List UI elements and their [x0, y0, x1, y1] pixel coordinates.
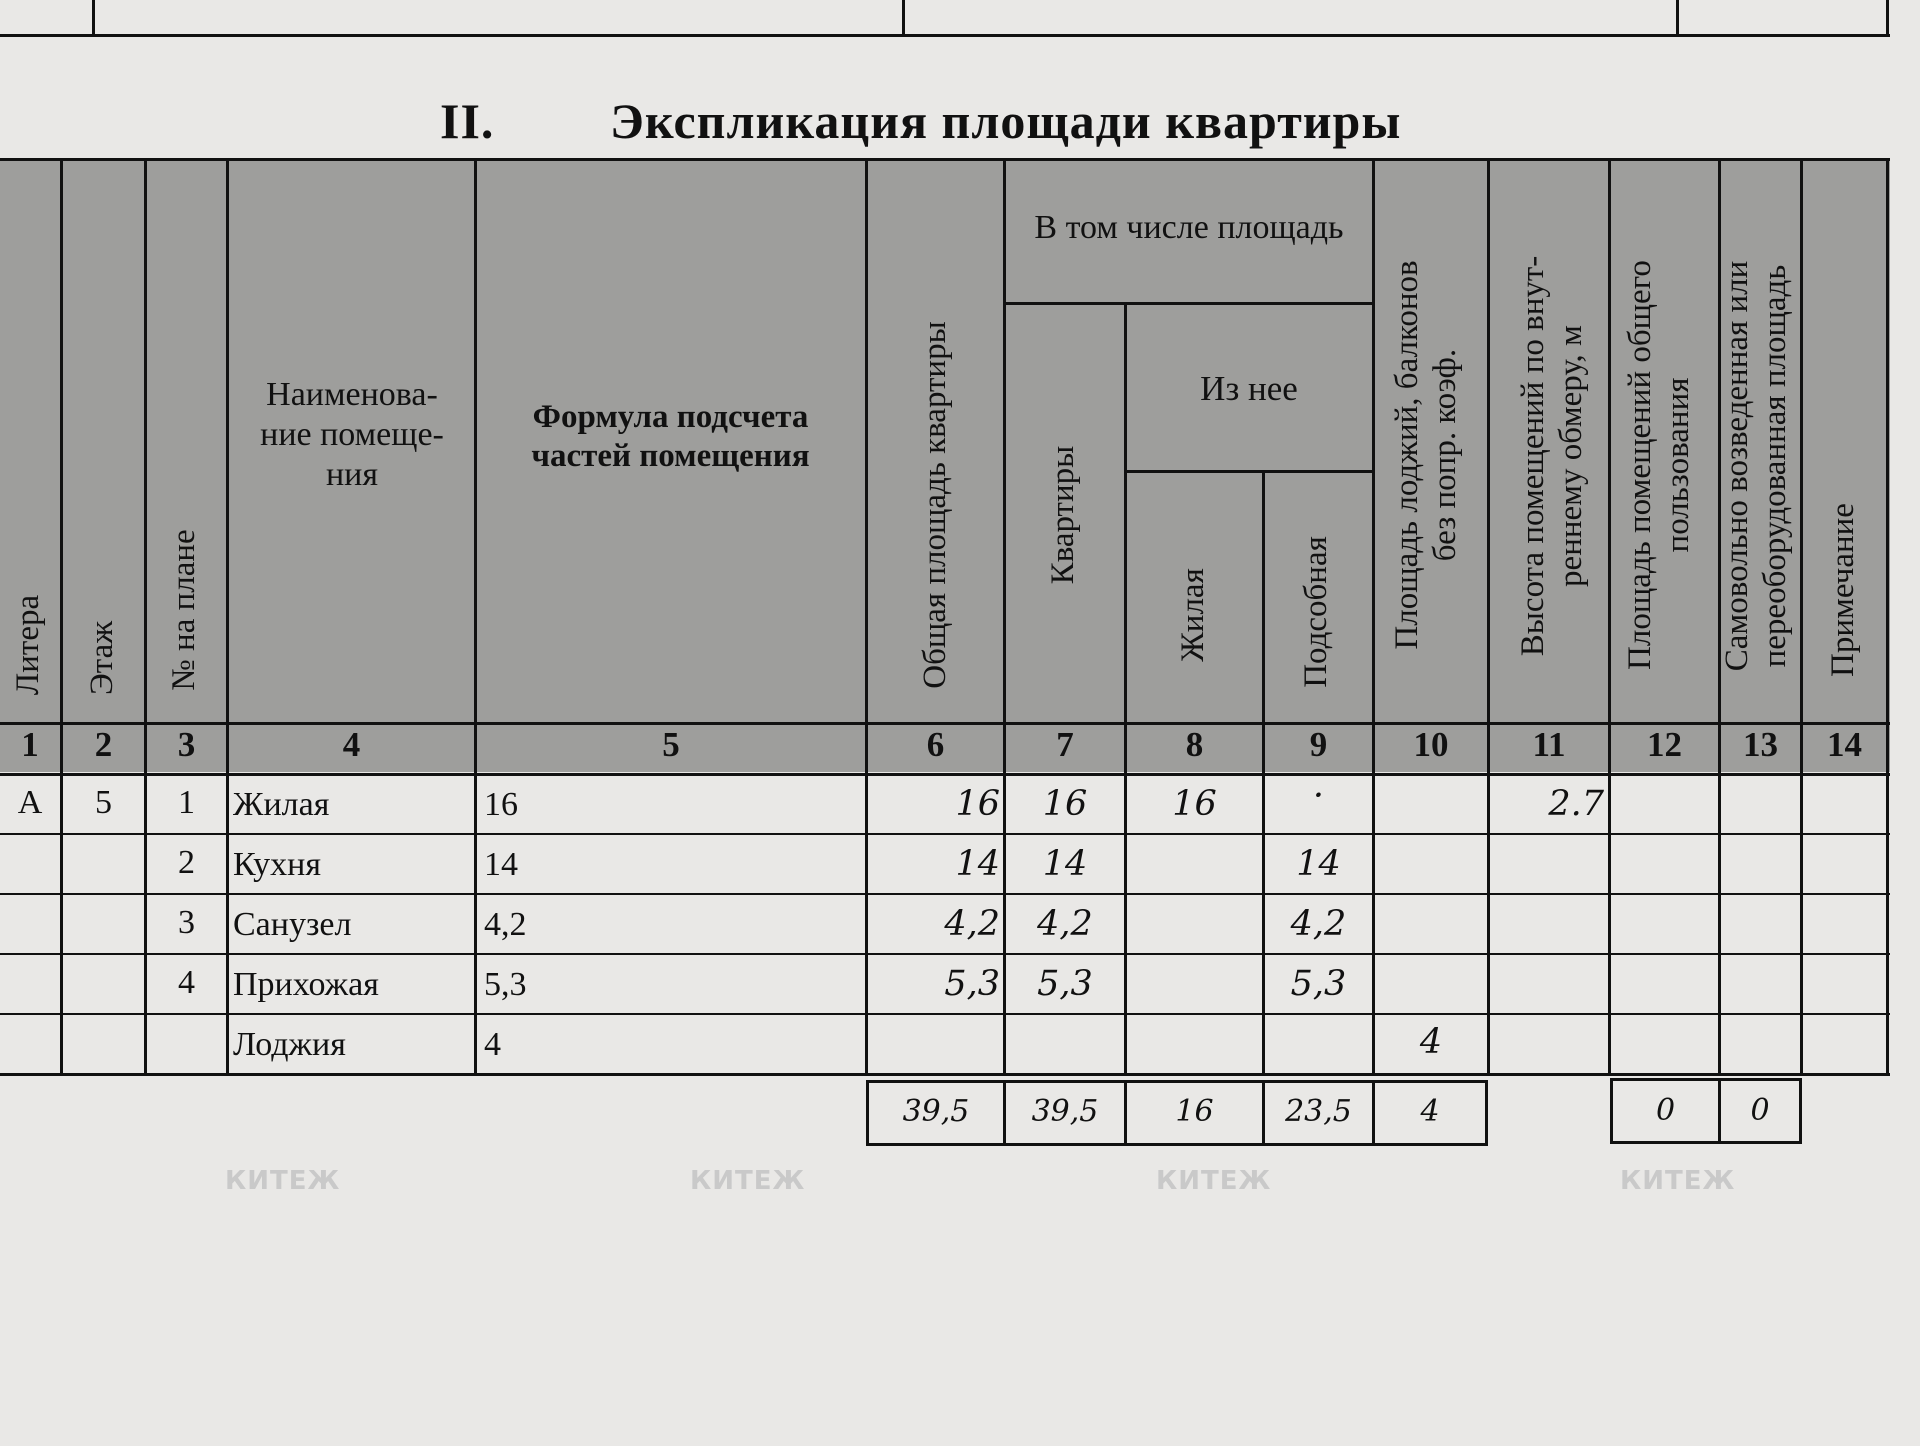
cell-living-area: 16 — [1172, 784, 1217, 824]
cell-formula: 4,2 — [484, 906, 527, 943]
header-note: Примечание — [1825, 503, 1861, 677]
total-area-sum: 39,5 — [902, 1094, 970, 1129]
header-including-area: В том числе площадь — [1034, 209, 1344, 246]
column-number: 10 — [1413, 725, 1449, 764]
column-number: 1 — [21, 725, 39, 764]
column-number: 12 — [1647, 725, 1682, 764]
cell-formula: 5,3 — [484, 966, 527, 1003]
header-total-area: Общая площадь квартиры — [917, 321, 953, 689]
cell-liter: А — [17, 784, 43, 821]
column-number: 7 — [1056, 725, 1074, 764]
cell-room-name: Прихожая — [233, 966, 379, 1003]
watermark-logo: КИТЕЖ — [690, 1166, 806, 1196]
column-number: 5 — [662, 725, 680, 764]
column-number: 11 — [1532, 725, 1566, 764]
header-plan-number: № на плане — [166, 529, 202, 691]
header-auxiliary: Подсобная — [1298, 536, 1334, 688]
total-common-sum: 0 — [1655, 1093, 1676, 1128]
section-number: II. — [440, 93, 495, 149]
header-living: Жилая — [1175, 568, 1211, 662]
cell-formula: 16 — [484, 786, 518, 823]
header-liter: Литера — [10, 594, 46, 696]
cell-height: 2.7 — [1548, 784, 1604, 824]
column-number: 9 — [1309, 725, 1328, 764]
header-apartment: Квартиры — [1045, 445, 1081, 585]
column-number: 3 — [177, 725, 196, 764]
total-loggia-sum: 4 — [1420, 1094, 1440, 1129]
cell-formula: 14 — [484, 846, 518, 883]
cell-auxiliary-area: 14 — [1296, 844, 1341, 884]
section-title-text: Экспликация площади квартиры — [610, 93, 1402, 149]
watermark-logo: КИТЕЖ — [225, 1166, 341, 1196]
cell-room-name: Жилая — [233, 786, 330, 823]
cell-loggia-area: 4 — [1419, 1022, 1443, 1062]
cell-apartment-area: 14 — [1042, 844, 1088, 884]
column-number: 4 — [342, 725, 361, 764]
cell-plan-number: 3 — [178, 904, 195, 941]
header-of-which: Из нее — [1200, 369, 1298, 408]
cell-apartment-area: 16 — [1042, 784, 1088, 824]
total-unauthorized-sum: 0 — [1750, 1093, 1770, 1128]
previous-section-frame — [0, 0, 1920, 38]
cell-plan-number: 1 — [178, 784, 195, 821]
cell-apartment-area: 4,2 — [1037, 904, 1093, 944]
watermark-logo: КИТЕЖ — [1620, 1166, 1736, 1196]
cell-auxiliary-area: · — [1312, 776, 1325, 816]
cell-formula: 4 — [484, 1026, 501, 1063]
header-common-area: Площадь помещений общего пользования — [1622, 260, 1696, 670]
total-living-sum: 16 — [1175, 1094, 1214, 1129]
header-formula: Формула подсчета частей помещения — [531, 399, 810, 474]
cell-auxiliary-area: 4,2 — [1290, 904, 1347, 944]
column-number: 2 — [94, 725, 113, 764]
column-number: 14 — [1827, 725, 1862, 764]
cell-total-area: 16 — [955, 784, 1000, 824]
total-apartment-sum: 39,5 — [1031, 1094, 1099, 1129]
header-room-name: Наименова- ние помеще- ния — [260, 376, 444, 494]
cell-auxiliary-area: 5,3 — [1290, 964, 1347, 1004]
total-auxiliary-sum: 23,5 — [1285, 1094, 1352, 1129]
header-loggia-area: Площадь лоджий, балконов без попр. коэф. — [1389, 260, 1463, 650]
cell-room-name: Кухня — [233, 846, 321, 883]
cell-plan-number: 2 — [178, 844, 195, 881]
cell-plan-number: 4 — [178, 964, 195, 1001]
column-number: 6 — [926, 725, 945, 764]
cell-apartment-area: 5,3 — [1037, 964, 1093, 1004]
section-title — [440, 92, 1401, 150]
cell-room-name: Санузел — [233, 906, 352, 943]
column-number: 8 — [1185, 725, 1204, 764]
cell-floor: 5 — [95, 784, 112, 821]
cell-room-name: Лоджия — [233, 1026, 346, 1063]
header-floor: Этаж — [84, 620, 120, 696]
cell-total-area: 4,2 — [944, 904, 1000, 944]
header-unauthorized-area: Самовольно возведенная или переоборудованная площадь — [1719, 260, 1793, 672]
cell-total-area: 14 — [955, 844, 1000, 884]
cell-total-area: 5,3 — [944, 964, 1000, 1004]
watermark-logo: КИТЕЖ — [1156, 1166, 1272, 1196]
column-number: 13 — [1743, 725, 1778, 764]
header-room-height: Высота помещений по внут- реннему обмеру, м — [1515, 255, 1589, 657]
